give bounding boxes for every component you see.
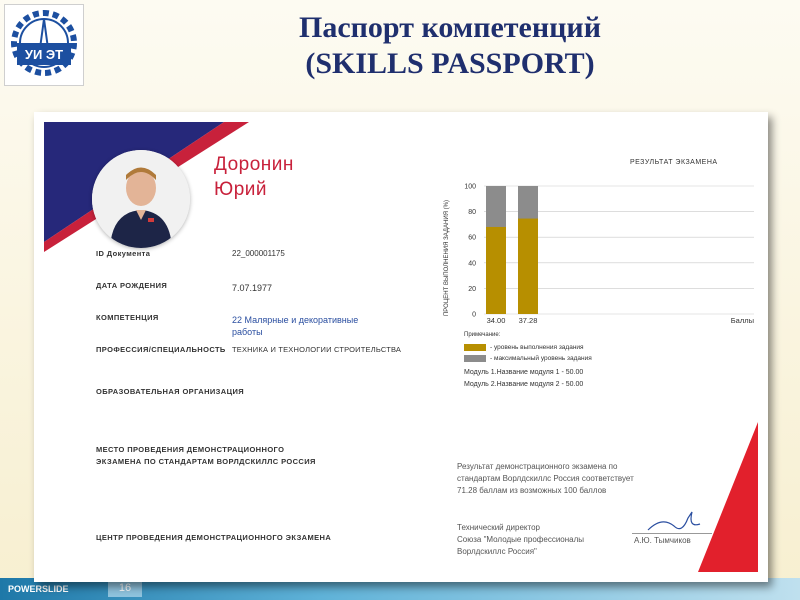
y-tick-label: 0 bbox=[472, 311, 476, 319]
skills-passport-card bbox=[34, 112, 768, 582]
x-tick-label: 37.28 bbox=[518, 316, 538, 325]
field-label-exam-center: ЦЕНТР ПРОВЕДЕНИЯ ДЕМОНСТРАЦИОННОГО ЭКЗАМЕНА bbox=[96, 533, 332, 542]
x-tick-label: 34.00 bbox=[486, 316, 506, 325]
slide-title bbox=[140, 10, 760, 82]
bar-achieved bbox=[518, 219, 538, 314]
y-tick-label: 20 bbox=[468, 285, 476, 293]
module-line-2: Модуль 2.Название модуля 2 - 50.00 bbox=[464, 381, 584, 388]
field-label-education-org: ОБРАЗОВАТЕЛЬНАЯ ОРГАНИЗАЦИЯ bbox=[96, 387, 245, 396]
legend-swatch-maximum bbox=[464, 355, 486, 362]
module-line-1: Модуль 1.Название модуля 1 - 50.00 bbox=[464, 369, 584, 376]
gear-logo-icon bbox=[5, 5, 83, 85]
chart-legend bbox=[464, 342, 592, 364]
y-tick-label: 80 bbox=[468, 209, 476, 217]
field-label-profession: ПРОФЕССИЯ/СПЕЦИАЛЬНОСТЬ bbox=[96, 345, 226, 354]
field-value-competence bbox=[232, 314, 358, 338]
field-value-birth-date: 7.07.1977 bbox=[232, 283, 273, 293]
director-line-3: Ворлдскиллс Россия" bbox=[457, 547, 537, 556]
field-label-competence: КОМПЕТЕНЦИЯ bbox=[96, 313, 159, 322]
director-line-1: Технический директор bbox=[457, 523, 540, 532]
holder-name bbox=[214, 152, 294, 202]
signatory-name: А.Ю. Тымчиков bbox=[634, 536, 691, 545]
legend-label-achieved: - уровень выполнения задания bbox=[490, 344, 584, 351]
y-tick-label: 100 bbox=[464, 183, 476, 191]
logo-text: УИ ЭТ bbox=[24, 47, 64, 62]
x-axis-label: Баллы bbox=[730, 316, 754, 325]
y-tick-label: 60 bbox=[468, 234, 476, 242]
field-label-birth-date: ДАТА РОЖДЕНИЯ bbox=[96, 281, 168, 290]
footer-brand: POWERSLIDE bbox=[8, 584, 69, 594]
passport-content bbox=[44, 122, 758, 572]
field-label-document-id: ID Документа bbox=[96, 249, 151, 258]
legend-item-achieved bbox=[464, 342, 592, 353]
holder-first-name: Юрий bbox=[214, 179, 267, 200]
result-line-3: 71.28 баллам из возможных 100 баллов bbox=[457, 486, 607, 495]
legend-swatch-achieved bbox=[464, 344, 486, 351]
slide-title-line1: Паспорт компетенций bbox=[298, 11, 601, 44]
legend-note-title: Примечание: bbox=[464, 332, 501, 338]
page-number: 16 bbox=[108, 580, 142, 597]
field-value-document-id: 22_000001175 bbox=[232, 249, 285, 258]
director-line-2: Союза "Молодые профессионалы bbox=[457, 535, 585, 544]
holder-surname: Доронин bbox=[214, 154, 294, 175]
result-line-2: стандартам Ворлдскиллс Россия соответствует bbox=[457, 474, 634, 483]
person-photo-icon bbox=[92, 150, 190, 248]
field-value-profession: ТЕХНИКА И ТЕХНОЛОГИИ СТРОИТЕЛЬСТВА bbox=[232, 345, 402, 354]
competence-line2: работы bbox=[232, 327, 263, 337]
director-block bbox=[457, 522, 657, 558]
result-line-1: Результат демонстрационного экзамена по bbox=[457, 462, 618, 471]
institution-logo bbox=[4, 4, 84, 86]
competence-line1: 22 Малярные и декоративные bbox=[232, 315, 359, 325]
chart-title: РЕЗУЛЬТАТ ЭКЗАМЕНА bbox=[630, 159, 718, 166]
exam-place-line1: МЕСТО ПРОВЕДЕНИЯ ДЕМОНСТРАЦИОННОГО bbox=[96, 445, 285, 454]
y-tick-label: 40 bbox=[468, 260, 476, 268]
exam-result-chart bbox=[434, 172, 758, 327]
field-label-exam-place bbox=[96, 444, 316, 468]
legend-label-maximum: - максимальный уровень задания bbox=[490, 355, 592, 362]
legend-item-maximum bbox=[464, 353, 592, 364]
avatar bbox=[92, 150, 190, 248]
bar-achieved bbox=[486, 227, 506, 314]
exam-place-line2: ЭКЗАМЕНА ПО СТАНДАРТАМ ВОРЛДСКИЛЛС РОССИЯ bbox=[96, 457, 316, 466]
corner-triangle-decoration bbox=[678, 422, 758, 572]
y-axis-label: ПРОЦЕНТ ВЫПОЛНЕНИЯ ЗАДАНИЯ (%) bbox=[444, 200, 450, 316]
slide-title-line2: (SKILLS PASSPORT) bbox=[305, 47, 595, 80]
